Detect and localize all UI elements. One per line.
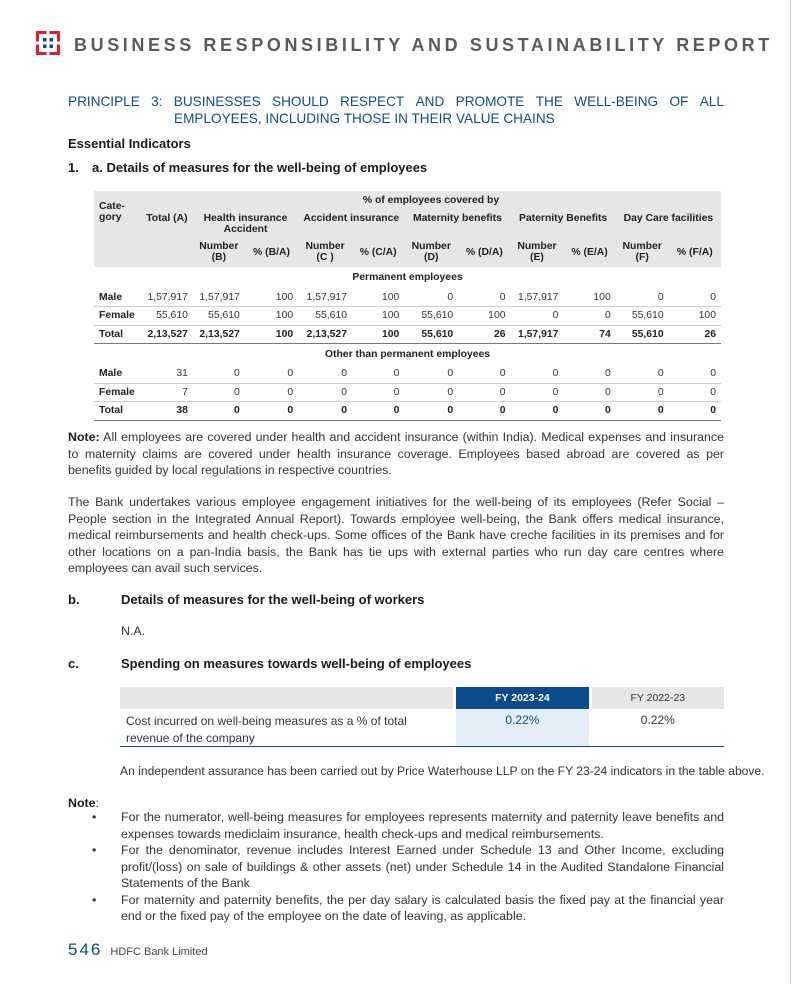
- principle-word: OF: [669, 94, 689, 109]
- table-cell: 0: [352, 365, 404, 384]
- table-cell: 55,610: [616, 307, 669, 326]
- principle-word: ALL: [699, 94, 724, 109]
- row-label: Female: [94, 383, 141, 402]
- total-sub-blank: [141, 237, 193, 267]
- engagement-paragraph: The Bank undertakes various employee engagement initiatives for the well-being of its employees (Refer Social – People section in the Integrated Annual Report). Towards employee well-being, the Bank offers medical insurance, medical reimbursements and health check-ups. Some offices of the Bank have creche facilities in its premises and for other locations on a pan-India basis, the Bank has tie ups with external parties who run day care centres where employees can avail such services.: [68, 495, 724, 575]
- note-paragraph: [68, 429, 724, 479]
- table-cell: 55,610: [193, 307, 245, 326]
- table-cell: 0: [563, 307, 615, 326]
- table-cell: 2,13,527: [141, 325, 193, 344]
- table-cell: 0: [193, 383, 245, 402]
- question-b-heading: [68, 592, 424, 607]
- list-item: [68, 809, 724, 842]
- question-b-title: Details of measures for the well-being of workers: [121, 592, 425, 607]
- principle-line-2: EMPLOYEES, INCLUDING THOSE IN THEIR VALUE CHAINS: [174, 110, 555, 126]
- principle-word: THE: [535, 94, 563, 109]
- question-b-answer: N.A.: [121, 624, 146, 638]
- table-cell: 0: [563, 402, 615, 421]
- sub-header: Number (F): [616, 237, 669, 267]
- table-cell: 1,57,917: [193, 288, 245, 307]
- table-row: [94, 307, 721, 326]
- fy-previous-header: FY 2022-23: [592, 687, 724, 709]
- page-footer: [68, 940, 208, 960]
- table-cell: 0: [616, 402, 669, 421]
- table-cell: 0: [245, 365, 298, 384]
- bullet-text: For the numerator, well-being measures for employees represents maternity and paternity leave benefits and expenses towards mediclaim insurance, health check-ups and medical reimbursements.: [121, 810, 724, 841]
- assurance-statement: An independent assurance has been carried out by Price Waterhouse LLP on the FY 23-24 indicators in the table above.: [120, 764, 765, 778]
- note-text: All employees are covered under health and accident insurance (within India). Medical expenses and insurance to maternity claims are covered under health insurance coverage. Employees based abroad are covered as per benefits guided by local regulations in respective countries.: [68, 430, 724, 477]
- table-cell: 0: [511, 365, 564, 384]
- table-cell: 0: [458, 288, 510, 307]
- table-cell: 100: [245, 325, 298, 344]
- table-cell: 55,610: [404, 307, 458, 326]
- table-row: [94, 383, 721, 402]
- table-cell: 0: [511, 383, 564, 402]
- sub-header: % (B/A): [245, 237, 298, 267]
- report-title: BUSINESS RESPONSIBILITY AND SUSTAINABILITY REPORT: [74, 35, 773, 55]
- note-2-label: Note: [68, 796, 96, 810]
- table-cell: 100: [245, 288, 298, 307]
- table-cell: 0: [352, 383, 404, 402]
- row-label: Male: [94, 365, 141, 384]
- table-cell: 100: [245, 307, 298, 326]
- table-row: [94, 365, 721, 384]
- employee-wellbeing-table: [94, 191, 721, 421]
- table-row: [94, 288, 721, 307]
- table-cell: 100: [352, 307, 404, 326]
- sub-header: Number (B): [193, 237, 245, 267]
- total-header: Total (A): [141, 209, 193, 237]
- table-cell: 0: [458, 402, 510, 421]
- table-cell: 0: [669, 288, 721, 307]
- table-cell: 1,57,917: [298, 288, 352, 307]
- bullet-icon: •: [92, 843, 97, 857]
- table-cell: 38: [141, 402, 193, 421]
- group-header: Paternity Benefits: [511, 209, 616, 237]
- table-cell: 100: [458, 307, 510, 326]
- table-cell: 26: [669, 325, 721, 344]
- hdfc-logo-icon: [36, 31, 60, 55]
- principle-word: BUSINESSES: [173, 94, 261, 109]
- table-row: [94, 325, 721, 344]
- table-row: [94, 402, 721, 421]
- table-cell: 0: [616, 383, 669, 402]
- table-cell: 0: [298, 402, 352, 421]
- table-cell: 0: [245, 383, 298, 402]
- table-cell: 0: [616, 365, 669, 384]
- table-cell: 0: [404, 288, 458, 307]
- principle-word: SHOULD: [272, 94, 329, 109]
- group-header: Maternity benefits: [404, 209, 510, 237]
- table-cell: 1,57,917: [141, 288, 193, 307]
- table-cell: 1,57,917: [511, 325, 564, 344]
- table-cell: 55,610: [298, 307, 352, 326]
- fy-current-header: FY 2023-24: [456, 687, 588, 709]
- table-cell: 0: [193, 402, 245, 421]
- row-label: Total: [94, 325, 141, 344]
- table-cell: 0: [669, 365, 721, 384]
- table-cell: 74: [563, 325, 615, 344]
- row-label: Total: [94, 402, 141, 421]
- question-1a-heading: [68, 160, 427, 175]
- spending-table: [120, 687, 724, 747]
- sub-header: Number (E): [511, 237, 564, 267]
- note-label: Note:: [68, 430, 100, 444]
- principle-word: PRINCIPLE: [68, 94, 140, 109]
- question-b-number: b.: [68, 592, 80, 607]
- spending-header-blank: [120, 687, 453, 709]
- table-cell: 0: [616, 288, 669, 307]
- table-cell: 0: [245, 402, 298, 421]
- row-label: Female: [94, 307, 141, 326]
- page-edge-divider: [790, 0, 791, 984]
- table-cell: 0: [563, 365, 615, 384]
- sub-header: Number (C ): [298, 237, 352, 267]
- principle-word: AND: [415, 94, 445, 109]
- principle-word: PROMOTE: [455, 94, 525, 109]
- sub-header: Number (D): [404, 237, 458, 267]
- bullet-icon: •: [92, 810, 97, 824]
- table-cell: 31: [141, 365, 193, 384]
- table-cell: 0: [669, 383, 721, 402]
- covered-by-header: % of employees covered by: [141, 191, 721, 209]
- spending-description: Cost incurred on well-being measures as a % of total revenue of the company: [120, 709, 453, 747]
- essential-indicators-heading: Essential Indicators: [68, 136, 191, 151]
- table-cell: 55,610: [616, 325, 669, 344]
- section-title: Other than permanent employees: [324, 348, 491, 360]
- table-cell: 55,610: [141, 307, 193, 326]
- list-item: [68, 842, 724, 892]
- table-cell: 2,13,527: [193, 325, 245, 344]
- table-cell: 0: [298, 383, 352, 402]
- table-cell: 0: [298, 365, 352, 384]
- principle-line-1: [68, 94, 724, 111]
- table-cell: 0: [511, 307, 564, 326]
- principle-word: 3:: [151, 94, 163, 109]
- table-cell: 26: [458, 325, 510, 344]
- table-cell: 7: [141, 383, 193, 402]
- company-name: HDFC Bank Limited: [110, 946, 208, 958]
- table-cell: 0: [404, 365, 458, 384]
- category-header: Cate- gory: [94, 191, 141, 267]
- table-cell: 0: [193, 365, 245, 384]
- row-label: Male: [94, 288, 141, 307]
- sub-header: % (D/A): [458, 237, 510, 267]
- table-cell: 0: [563, 383, 615, 402]
- table-cell: 100: [352, 325, 404, 344]
- bullet-icon: •: [92, 892, 97, 907]
- question-number: 1.: [68, 160, 79, 175]
- table-cell: 2,13,527: [298, 325, 352, 344]
- sub-header: % (F/A): [669, 237, 721, 267]
- table-cell: 0: [458, 383, 510, 402]
- note-2-colon: :: [95, 796, 99, 810]
- page-number: 546: [68, 940, 103, 959]
- table-cell: 1,57,917: [511, 288, 564, 307]
- sub-header: % (C/A): [352, 237, 404, 267]
- fy-current-value: 0.22%: [456, 709, 588, 747]
- table-cell: 55,610: [404, 325, 458, 344]
- principle-word: RESPECT: [340, 94, 405, 109]
- question-c-heading: [68, 656, 471, 671]
- principle-word: WELL-BEING: [574, 94, 659, 109]
- table-cell: 100: [352, 288, 404, 307]
- table-cell: 0: [404, 383, 458, 402]
- table-cell: 0: [404, 402, 458, 421]
- section-title: Permanent employees: [352, 272, 463, 283]
- question-c-number: c.: [68, 656, 79, 671]
- table-cell: 0: [458, 365, 510, 384]
- question-c-title: Spending on measures towards well-being of employees: [121, 656, 472, 671]
- question-title: a. Details of measures for the well-being of employees: [92, 160, 428, 175]
- table-cell: 100: [563, 288, 615, 307]
- table-cell: 100: [669, 307, 721, 326]
- principle-heading: [68, 94, 724, 127]
- table-cell: 0: [511, 402, 564, 421]
- table-cell: 0: [352, 402, 404, 421]
- bullet-text: For the denominator, revenue includes Interest Earned under Schedule 13 and Other Income, excluding profit/(loss) on sale of buildings & other assets (net) under Schedule 14 in the Audited Standalone Financial Statements of the Bank: [121, 843, 724, 890]
- note-bullet-list: [68, 809, 724, 925]
- list-item: [68, 892, 724, 925]
- group-header: Day Care facilities: [616, 209, 721, 237]
- bullet-text: For maternity and paternity benefits, the per day salary is calculated basis the fixed pay at the financial year end or the fixed pay of the employee on the date of leaving, as applicable.: [121, 892, 724, 923]
- table-cell: 0: [669, 402, 721, 421]
- fy-previous-value: 0.22%: [592, 709, 724, 747]
- group-header: Health insurance Accident: [193, 209, 298, 237]
- group-header: Accident insurance: [298, 209, 404, 237]
- sub-header: % (E/A): [563, 237, 615, 267]
